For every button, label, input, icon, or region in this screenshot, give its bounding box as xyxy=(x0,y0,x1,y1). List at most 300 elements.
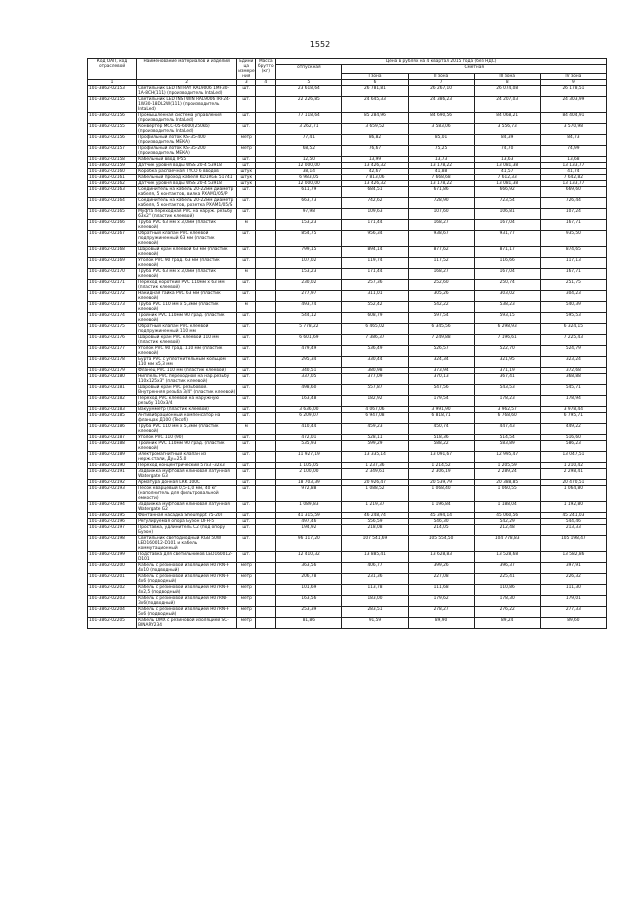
row-name: Обратный клапан PVC клеевой подпружиненный 110 мм xyxy=(137,324,237,335)
table-row xyxy=(88,385,607,396)
row-zone-1-price: 311,01 xyxy=(342,291,408,302)
table-row xyxy=(88,335,607,346)
row-zone-4-price: 41,74 xyxy=(540,169,606,175)
row-zone-2-price: 518,36 xyxy=(408,435,474,441)
row-code: 101-3862-02169 xyxy=(88,258,137,269)
table-row xyxy=(88,280,607,291)
row-sales-price: 410,44 xyxy=(276,424,342,435)
row-zone-1-price: 377,09 xyxy=(342,374,408,385)
row-mass xyxy=(256,441,276,452)
row-unit: метр xyxy=(237,135,256,146)
row-sales-price: 2 100,00 xyxy=(276,469,342,480)
table-row xyxy=(88,469,607,480)
row-zone-2-price: 179,62 xyxy=(408,596,474,607)
row-zone-4-price: 277,33 xyxy=(540,607,606,618)
row-unit: шт. xyxy=(237,313,256,324)
row-unit: шт. xyxy=(237,335,256,346)
row-zone-4-price: 524,79 xyxy=(540,346,606,357)
row-name: Светильник LED INTRAY RAL9006 1MF30-1A-8CH(111) (производитель IntaLed) xyxy=(137,86,237,97)
row-unit: метр xyxy=(237,596,256,607)
table-row xyxy=(88,291,607,302)
row-sales-price: 12,50 xyxy=(276,157,342,163)
row-name: Шаровый кран PVC резьбовой. Внутренняя резьба 3/4" (пластик клеевой) xyxy=(138,385,236,395)
row-zone-3-price: 89,24 xyxy=(474,618,540,629)
row-zone-2-price: 399,26 xyxy=(408,563,474,574)
row-code: 101-3862-02157 xyxy=(88,146,137,157)
row-unit: м xyxy=(237,220,256,231)
row-zone-2-price: 3 583,06 xyxy=(408,124,474,135)
row-zone-3-price: 7 196,61 xyxy=(474,335,540,346)
row-unit: шт. xyxy=(237,357,256,368)
row-name: Труба PVC 110 мм x 5,3мм (пластик клеевой) xyxy=(137,302,237,313)
row-zone-3-price: 931,77 xyxy=(474,231,540,247)
row-zone-2-price: 168,27 xyxy=(408,269,474,280)
row-code: 101-3862-02165 xyxy=(88,209,137,220)
row-zone-2-price: 13 178,22 xyxy=(408,181,474,187)
row-zone-2-price: 107,60 xyxy=(408,209,474,220)
row-zone-2-price: 1 214,52 xyxy=(408,463,474,469)
row-zone-4-price: 84 404,91 xyxy=(540,113,606,124)
row-sales-price: 77,41 xyxy=(276,135,342,146)
row-zone-2-price: 13 628,83 xyxy=(408,552,474,563)
row-zone-1-price: 1 219,37 xyxy=(342,502,408,513)
row-mass xyxy=(256,220,276,231)
table-row xyxy=(88,486,607,502)
table-row xyxy=(88,86,607,97)
row-zone-4-price: 251,75 xyxy=(540,280,606,291)
row-mass xyxy=(256,585,276,596)
row-zone-2-price: 111,68 xyxy=(408,585,474,596)
row-unit: шт. xyxy=(237,86,256,97)
row-zone-3-price: 13,63 xyxy=(474,157,540,163)
row-name: Муфта переходная PVC на наруж. резьбу 63х2" (пластик клеевой) xyxy=(137,209,237,220)
row-zone-3-price: 367,41 xyxy=(474,374,540,385)
header-estimate: Сметная xyxy=(342,65,607,74)
row-code: 101-3862-02163 xyxy=(88,187,137,198)
row-name: Труба PVC 63 мм x 3,0мм (пластик клеевой) xyxy=(137,269,237,280)
table-row xyxy=(88,441,607,452)
row-sales-price: 153,23 xyxy=(276,220,342,231)
row-code: 101-3862-02153 xyxy=(88,86,137,97)
header-zone-2: II зона xyxy=(408,74,474,80)
row-zone-4-price: 213,33 xyxy=(540,525,606,536)
row-zone-4-price: 726,44 xyxy=(540,198,606,209)
row-zone-4-price: 7 642,82 xyxy=(540,175,606,181)
row-unit: шт. xyxy=(237,552,256,563)
row-mass xyxy=(256,502,276,513)
row-name: Электромагнитный клапан из нерж.стали, Ду=25.0 xyxy=(137,452,237,463)
row-mass xyxy=(256,258,276,269)
row-zone-4-price: 6 324,15 xyxy=(540,324,606,335)
row-unit: шт. xyxy=(237,209,256,220)
row-zone-2-price: 179,54 xyxy=(408,396,474,407)
row-code: 101-3862-02192 xyxy=(88,480,137,486)
row-name: Кабель с резиновой изоляцией H07RNF 3x6(подводный) xyxy=(137,596,237,607)
row-unit: шт. xyxy=(237,368,256,374)
row-unit: м xyxy=(237,269,256,280)
row-zone-1-price: 7 813,06 xyxy=(342,175,408,181)
row-zone-3-price: 84,39 xyxy=(474,135,540,146)
row-zone-1-price: 26 781,81 xyxy=(342,86,408,97)
row-zone-3-price: 3 556,73 xyxy=(474,124,540,135)
row-zone-3-price: 20 388,85 xyxy=(474,480,540,486)
row-zone-1-price: 599,29 xyxy=(342,441,408,452)
row-unit: м xyxy=(237,302,256,313)
column-number: 4 xyxy=(256,80,276,86)
row-zone-4-price: 669,60 xyxy=(540,187,606,198)
row-zone-3-price: 371,19 xyxy=(474,368,540,374)
row-zone-3-price: 666,92 xyxy=(474,187,540,198)
row-name: Переход концентрический 57х3 -32х3 xyxy=(137,463,237,469)
row-code: 101-3862-02168 xyxy=(88,247,137,258)
row-zone-3-price: 106,81 xyxy=(474,209,540,220)
row-code: 101-3862-02175 xyxy=(88,324,137,335)
row-mass xyxy=(256,135,276,146)
row-name: Датчик уровня воды WSS 20-4 53918 xyxy=(137,163,237,169)
row-unit: шт. xyxy=(237,452,256,463)
row-sales-price: 493,74 xyxy=(276,302,342,313)
row-zone-1-price: 536,49 xyxy=(342,346,408,357)
row-name: Кабель DMX с резиновой изоляцией SC-BINARY234 xyxy=(137,618,237,629)
row-zone-2-price: 227,08 xyxy=(408,574,474,585)
row-name: Бурта PVC с уплотнительным кольцом 110 мм x5,3 мм xyxy=(137,357,237,368)
row-zone-3-price: 104 778,83 xyxy=(474,536,540,552)
row-zone-2-price: 938,67 xyxy=(408,231,474,247)
row-sales-price: 22 226,85 xyxy=(276,97,342,113)
column-number: 1 xyxy=(88,80,137,86)
row-zone-3-price: 396,37 xyxy=(474,563,540,574)
table-row xyxy=(88,269,607,280)
row-unit: шт. xyxy=(237,97,256,113)
row-zone-2-price: 214,05 xyxy=(408,525,474,536)
row-sales-price: 6 601,69 xyxy=(276,335,342,346)
row-code: 101-3862-02196 xyxy=(88,519,137,525)
row-code: 101-3862-02164 xyxy=(88,198,137,209)
row-unit: шт. xyxy=(237,435,256,441)
row-sales-price: 107,02 xyxy=(276,258,342,269)
row-name: Антивибрационный компенсатор на фланцах Д100 (Tecofi) xyxy=(137,413,237,424)
column-number: 6 xyxy=(342,80,408,86)
row-code: 101-3862-02155 xyxy=(88,97,137,113)
row-unit: шт. xyxy=(237,187,256,198)
row-name: Тройник PVC 110мм 90 град. (пластик клеевой) xyxy=(137,441,237,452)
row-zone-1-price: 85 284,96 xyxy=(342,113,408,124)
row-code: 101-3862-02186 xyxy=(88,424,137,435)
row-unit: шт. xyxy=(237,113,256,124)
row-zone-1-price: 3 659,52 xyxy=(342,124,408,135)
row-zone-2-price: 373,94 xyxy=(408,368,474,374)
row-zone-1-price: 557,87 xyxy=(342,385,408,396)
row-mass xyxy=(256,113,276,124)
table-row xyxy=(88,209,607,220)
row-zone-4-price: 2 298,41 xyxy=(540,469,606,480)
row-mass xyxy=(256,209,276,220)
table-row xyxy=(88,396,607,407)
table-row xyxy=(88,97,607,113)
page-number: 1552 xyxy=(309,40,331,49)
row-mass xyxy=(256,413,276,424)
row-zone-2-price: 20 539,79 xyxy=(408,480,474,486)
row-mass xyxy=(256,324,276,335)
row-zone-3-price: 167,04 xyxy=(474,269,540,280)
header-zone-3: III зона xyxy=(474,74,540,80)
table-row xyxy=(88,258,607,269)
row-zone-3-price: 543,53 xyxy=(474,385,540,396)
row-zone-4-price: 105 198,47 xyxy=(540,536,606,552)
row-zone-3-price: 13 081,38 xyxy=(474,181,540,187)
row-code: 101-3862-02189 xyxy=(88,452,137,463)
row-zone-4-price: 586,23 xyxy=(540,441,606,452)
row-sales-price: 96 117,20 xyxy=(276,536,342,552)
row-sales-price: 663,73 xyxy=(276,198,342,209)
row-mass xyxy=(256,97,276,113)
row-name: Задвижка муфтовая клиновая латунная Watergate G2 xyxy=(137,502,237,513)
table-row xyxy=(88,525,607,536)
row-zone-4-price: 13,68 xyxy=(540,157,606,163)
row-sales-price: 12 410,32 xyxy=(276,552,342,563)
row-zone-4-price: 226,32 xyxy=(540,574,606,585)
row-zone-4-price: 545,71 xyxy=(540,385,606,396)
row-zone-3-price: 13 528,68 xyxy=(474,552,540,563)
table-row xyxy=(88,502,607,513)
row-sales-price: 972,88 xyxy=(276,486,342,502)
row-mass xyxy=(256,486,276,502)
row-zone-4-price: 13 047,51 xyxy=(540,452,606,463)
row-sales-price: 38,14 xyxy=(276,169,342,175)
row-sales-price: 23 618,64 xyxy=(276,86,342,97)
row-zone-4-price: 516,60 xyxy=(540,435,606,441)
row-zone-2-price: 252,60 xyxy=(408,280,474,291)
row-zone-4-price: 24 303,99 xyxy=(540,97,606,113)
row-zone-1-price: 528,11 xyxy=(342,435,408,441)
row-name: Проставка, удлинитель С2 (под опору Буэон) xyxy=(137,525,237,536)
column-number: 3 xyxy=(237,80,256,86)
row-sales-price: 611,79 xyxy=(276,187,342,198)
row-sales-price: 12 000,00 xyxy=(276,181,342,187)
row-sales-price: 206,78 xyxy=(276,574,342,585)
row-unit: шт. xyxy=(237,280,256,291)
row-zone-2-price: 7 249,88 xyxy=(408,335,474,346)
row-unit: штук xyxy=(237,175,256,181)
table-row xyxy=(88,536,607,552)
row-name: Соединитель на кабель 20-22мм диаметр кабеля, 5 контактов, вилка PXAM1/05/P xyxy=(137,187,237,198)
row-unit: шт. xyxy=(237,124,256,135)
row-zone-4-price: 107,24 xyxy=(540,209,606,220)
row-name: Профильный лоток KS-35-400 (производитель МЕКА) xyxy=(137,135,237,146)
row-code: 101-3862-02170 xyxy=(88,269,137,280)
row-sales-price: 101,69 xyxy=(276,585,342,596)
row-unit: шт. xyxy=(237,291,256,302)
row-zone-4-price: 74,99 xyxy=(540,146,606,157)
row-zone-2-price: 7 668,68 xyxy=(408,175,474,181)
row-sales-price: 295,34 xyxy=(276,357,342,368)
row-zone-4-price: 20 470,51 xyxy=(540,480,606,486)
price-table xyxy=(87,58,607,629)
row-unit: шт. xyxy=(237,396,256,407)
row-zone-4-price: 6 795,71 xyxy=(540,413,606,424)
row-name: Кабельный ввод IP55 xyxy=(137,157,237,163)
row-zone-3-price: 116,66 xyxy=(474,258,540,269)
row-zone-4-price: 874,65 xyxy=(540,247,606,258)
row-zone-1-price: 13 426,32 xyxy=(342,163,408,169)
row-zone-1-price: 552,42 xyxy=(342,302,408,313)
row-zone-1-price: 109,63 xyxy=(342,209,408,220)
row-zone-3-price: 178,23 xyxy=(474,396,540,407)
row-zone-1-price: 1 237,36 xyxy=(342,463,408,469)
row-name: Переход PVC клеевой на наружную резьбу 110х3/4 xyxy=(137,396,237,407)
row-zone-1-price: 218,08 xyxy=(342,525,408,536)
row-zone-1-price: 13 426,32 xyxy=(342,181,408,187)
row-name: Кабельный проход кабеля KD1RGE 51741 xyxy=(137,175,237,181)
row-sales-price: 12 000,00 xyxy=(276,163,342,169)
row-name: Светильник LED INSTWIN RAL9006 IRF24-1W30-18DL2W(111) (производитель IntaLed) xyxy=(137,97,237,113)
row-mass xyxy=(256,574,276,585)
row-mass xyxy=(256,302,276,313)
row-name: Фланец PVC 110 мм (пластик клеевой) xyxy=(137,368,237,374)
row-mass xyxy=(256,187,276,198)
row-zone-2-price: 45 394,14 xyxy=(408,513,474,519)
row-zone-1-price: 1 088,52 xyxy=(342,486,408,502)
header-zone-1: I зона xyxy=(342,74,408,80)
row-unit: шт. xyxy=(237,513,256,519)
row-zone-4-price: 449,22 xyxy=(540,424,606,435)
table-row xyxy=(88,187,607,198)
row-sales-price: 6 209,07 xyxy=(276,413,342,424)
row-unit: метр xyxy=(237,563,256,574)
row-mass xyxy=(256,469,276,480)
row-code: 101-3862-02166 xyxy=(88,220,137,231)
price-table-body xyxy=(88,86,607,629)
row-mass xyxy=(256,357,276,368)
row-zone-1-price: 182,92 xyxy=(342,396,408,407)
row-zone-2-price: 1 196,84 xyxy=(408,502,474,513)
row-zone-4-price: 84,73 xyxy=(540,135,606,146)
row-name: Шаровый кран клеевой 63 мм (пластик клеевой) xyxy=(137,247,237,258)
table-row xyxy=(88,374,607,385)
row-zone-2-price: 546,30 xyxy=(408,519,474,525)
row-zone-2-price: 24 386,23 xyxy=(408,97,474,113)
row-zone-2-price: 6 818,71 xyxy=(408,413,474,424)
row-mass xyxy=(256,198,276,209)
row-mass xyxy=(256,525,276,536)
row-zone-2-price: 542,22 xyxy=(408,302,474,313)
row-sales-price: 41 315,59 xyxy=(276,513,342,519)
row-zone-1-price: 330,44 xyxy=(342,357,408,368)
row-sales-price: 799,15 xyxy=(276,247,342,258)
row-zone-1-price: 183,00 xyxy=(342,596,408,607)
row-zone-3-price: 1 205,59 xyxy=(474,463,540,469)
row-sales-price: 340,51 xyxy=(276,368,342,374)
row-zone-3-price: 110,86 xyxy=(474,585,540,596)
row-mass xyxy=(256,607,276,618)
header-name: Наименование материалов и изделий xyxy=(137,59,237,80)
row-sales-price: 81,86 xyxy=(276,618,342,629)
row-sales-price: 544,12 xyxy=(276,313,342,324)
row-zone-3-price: 250,74 xyxy=(474,280,540,291)
row-name: Уголок PVC 110 (90) xyxy=(137,435,237,441)
row-mass xyxy=(256,385,276,396)
row-sales-price: 1 089,83 xyxy=(276,502,342,513)
column-number: 2 xyxy=(137,80,237,86)
row-zone-1-price: 6 465,02 xyxy=(342,324,408,335)
row-code: 101-3862-02171 xyxy=(88,280,137,291)
row-sales-price: 163,56 xyxy=(276,596,342,607)
row-sales-price: 68,52 xyxy=(276,146,342,157)
row-zone-2-price: 526,57 xyxy=(408,346,474,357)
row-mass xyxy=(256,424,276,435)
row-zone-4-price: 13 133,77 xyxy=(540,163,606,169)
row-zone-3-price: 538,23 xyxy=(474,302,540,313)
table-row xyxy=(88,585,607,596)
row-mass xyxy=(256,231,276,247)
row-code: 101-3862-02174 xyxy=(88,313,137,324)
row-zone-1-price: 107 541,69 xyxy=(342,536,408,552)
row-zone-3-price: 212,48 xyxy=(474,525,540,536)
row-name: Переход короткий PVC 110мм x 63 мм (пластик клеевой) xyxy=(137,280,237,291)
row-mass xyxy=(256,124,276,135)
row-zone-4-price: 544,46 xyxy=(540,519,606,525)
row-name: Кабель с резиновой изоляцией H07RN-F 4х6 (подводный) xyxy=(137,574,237,585)
row-zone-2-price: 588,22 xyxy=(408,441,474,452)
row-zone-2-price: 6 345,56 xyxy=(408,324,474,335)
table-row xyxy=(88,563,607,574)
row-zone-2-price: 13 091,67 xyxy=(408,452,474,463)
row-zone-1-price: 380,98 xyxy=(342,368,408,374)
row-zone-1-price: 46 248,74 xyxy=(342,513,408,519)
row-code: 101-3862-02195 xyxy=(88,513,137,519)
table-row xyxy=(88,302,607,313)
row-zone-3-price: 1 060,55 xyxy=(474,486,540,502)
row-name: Уголок PVC 90 град. 63 мм (пластик клеевой) xyxy=(137,258,237,269)
table-row xyxy=(88,247,607,258)
row-unit: шт. xyxy=(237,198,256,209)
row-zone-2-price: 2 306,19 xyxy=(408,469,474,480)
table-row xyxy=(88,313,607,324)
row-code: 101-3862-02190 xyxy=(88,463,137,469)
row-code: 101-3862-02173 xyxy=(88,302,137,313)
row-zone-3-price: 514,54 xyxy=(474,435,540,441)
row-unit: шт. xyxy=(237,385,256,396)
row-mass xyxy=(256,374,276,385)
row-sales-price: 253,39 xyxy=(276,607,342,618)
row-sales-price: 6 983,05 xyxy=(276,175,342,181)
row-code: 101-3862-02202 xyxy=(88,585,137,596)
row-zone-1-price: 283,51 xyxy=(342,607,408,618)
row-code: 101-3862-02156 xyxy=(88,113,137,124)
row-zone-4-price: 397,91 xyxy=(540,563,606,574)
table-row xyxy=(88,552,607,563)
row-sales-price: 854,75 xyxy=(276,231,342,247)
row-mass xyxy=(256,280,276,291)
row-code: 101-3862-02193 xyxy=(88,486,137,502)
row-zone-1-price: 684,51 xyxy=(342,187,408,198)
header-code: Код ОАП, код отраслевой xyxy=(88,59,137,80)
row-sales-price: 3 262,71 xyxy=(276,124,342,135)
row-zone-3-price: 7 612,33 xyxy=(474,175,540,181)
row-zone-1-price: 406,77 xyxy=(342,563,408,574)
row-unit: шт. xyxy=(237,463,256,469)
row-sales-price: 18 703,39 xyxy=(276,480,342,486)
row-zone-3-price: 26 074,08 xyxy=(474,86,540,97)
row-name: Уголок PVC 90 град. 110 мм (пластик клеевой) xyxy=(137,346,237,357)
row-zone-4-price: 304,23 xyxy=(540,291,606,302)
row-mass xyxy=(256,86,276,97)
row-name: Коробка распаечная TYCO 6 вводов xyxy=(137,169,237,175)
row-zone-4-price: 368,88 xyxy=(540,374,606,385)
row-code: 101-3862-02160 xyxy=(88,169,137,175)
row-mass xyxy=(256,396,276,407)
row-unit: штук xyxy=(237,181,256,187)
